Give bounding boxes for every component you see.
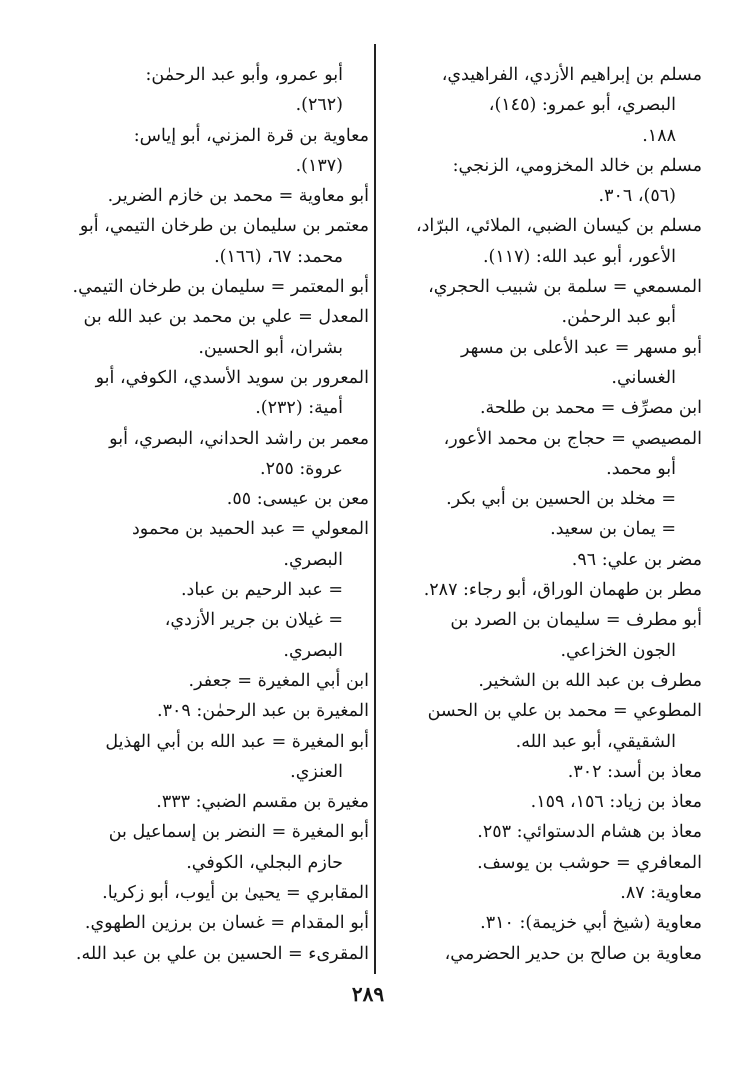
left-column xyxy=(51,60,369,969)
index-entry-line: المسمعي = سلمة بن شبيب الحجري، xyxy=(428,277,702,298)
index-entry-line: المقرىء = الحسين بن علي بن عبد الله. xyxy=(75,943,369,964)
right-column xyxy=(384,60,702,969)
index-entry-line: معاذ بن زياد: ١٥٦، ١٥٩. xyxy=(530,792,702,813)
page-number: ٢٨٩ xyxy=(351,982,385,1006)
index-entry-line: = يمان بن سعيد. xyxy=(550,519,676,540)
index-entry-line: المعرور بن سويد الأسدي، الكوفي، أبو xyxy=(95,367,369,388)
index-entry-line: مغيرة بن مقسم الضبي: ٣٣٣. xyxy=(156,792,369,813)
index-entry-line: بشران، أبو الحسين. xyxy=(198,337,343,358)
index-entry-line: أبو عمرو، وأبو عبد الرحمٰن: xyxy=(145,65,343,85)
index-entry-line: المقابري = يحيىٰ بن أيوب، أبو زكريا. xyxy=(102,883,369,904)
index-entry-line: = غيلان بن جرير الأزدي، xyxy=(164,610,343,631)
index-entry-line: البصري. xyxy=(283,640,343,661)
index-entry-line: (١٣٧). xyxy=(295,155,343,176)
index-entry-line: أبو مطرف = سليمان بن الصرد بن xyxy=(450,610,702,631)
index-entry-line: أبو المغيرة = عبد الله بن أبي الهذيل xyxy=(105,731,369,752)
index-entry-line: أبو المغيرة = النضر بن إسماعيل بن xyxy=(108,822,369,843)
index-entry-line: معاذ بن هشام الدستوائي: ٢٥٣. xyxy=(477,822,702,843)
index-entry-line: المطوعي = محمد بن علي بن الحسن xyxy=(427,701,702,722)
index-entry-line: العنزي. xyxy=(290,761,343,782)
index-entry-line: مسلم بن خالد المخزومي، الزنجي: xyxy=(452,155,702,176)
index-entry-line: ابن مصرِّف = محمد بن طلحة. xyxy=(479,398,702,419)
index-entry-line: معتمر بن سليمان بن طرخان التيمي، أبو xyxy=(79,216,369,237)
index-entry-line: معاوية: ٨٧. xyxy=(620,883,702,904)
index-entry-line: أبو مسهر = عبد الأعلى بن مسهر xyxy=(461,337,702,358)
index-entry-line: الشقيقي، أبو عبد الله. xyxy=(515,731,676,752)
index-entry-line: محمد: ٦٧، (١٦٦). xyxy=(214,246,343,267)
index-entry-line: أبو معاوية = محمد بن خازم الضرير. xyxy=(107,186,369,207)
index-entry-line: أبو المعتمر = سليمان بن طرخان التيمي. xyxy=(72,277,369,298)
index-entry-line: = مخلد بن الحسين بن أبي بكر. xyxy=(446,489,676,510)
index-entry-line: مسلم بن إبراهيم الأزدي، الفراهيدي، xyxy=(441,65,702,85)
index-entry-line: أبو عبد الرحمٰن. xyxy=(561,307,676,328)
index-entry-line: معاوية (شيخ أبي خزيمة): ٣١٠. xyxy=(480,913,702,934)
index-entry-line: ابن أبي المغيرة = جعفر. xyxy=(188,670,369,691)
index-entry-line: ١٨٨. xyxy=(642,125,676,146)
index-entry-line: مضر بن علي: ٩٦. xyxy=(571,549,702,570)
index-entry-line: معاذ بن أسد: ٣٠٢. xyxy=(567,761,702,782)
index-entry-line: المعدل = علي بن محمد بن عبد الله بن xyxy=(83,307,369,328)
index-entry-line: عروة: ٢٥٥. xyxy=(260,458,343,479)
index-entry-line: معن بن عيسى: ٥٥. xyxy=(226,489,369,510)
index-entry-line: معاوية بن صالح بن حدير الحضرمي، xyxy=(444,943,702,964)
index-entry-line: المعافري = حوشب بن يوسف. xyxy=(477,852,702,873)
index-entry-line: مطرف بن عبد الله بن الشخير. xyxy=(478,670,702,691)
index-entry-line: أبو المقدام = غسان بن برزين الطهوي. xyxy=(84,913,369,934)
index-entry-line: المعولي = عبد الحميد بن محمود xyxy=(132,519,369,540)
index-entry-line: أمية: (٢٣٢). xyxy=(255,398,343,419)
index-entry-line: الأعور، أبو عبد الله: (١١٧). xyxy=(482,246,676,267)
index-entry-line: الجون الخزاعي. xyxy=(560,640,676,661)
index-entry-line: الغساني. xyxy=(611,367,676,388)
index-entry-line: (٥٦)، ٣٠٦. xyxy=(598,186,676,207)
index-entry-line: مطر بن طهمان الوراق، أبو رجاء: ٢٨٧. xyxy=(423,580,702,601)
index-entry-line: معمر بن راشد الحداني، البصري، أبو xyxy=(109,428,369,449)
index-entry-line: = عبد الرحيم بن عباد. xyxy=(180,580,343,601)
index-entry-line: حازم البجلي، الكوفي. xyxy=(186,852,343,873)
index-entry-line: المصيصي = حجاج بن محمد الأعور، xyxy=(443,428,702,449)
index-entry-line: معاوية بن قرة المزني، أبو إياس: xyxy=(133,125,369,146)
index-entry-line: (٢٦٢). xyxy=(295,95,343,116)
index-entry-line: المغيرة بن عبد الرحمٰن: ٣٠٩. xyxy=(157,701,369,722)
index-entry-line: البصري. xyxy=(283,549,343,570)
index-entry-line: البصري، أبو عمرو: (١٤٥)، xyxy=(488,95,676,116)
index-entry-line: مسلم بن كيسان الضبي، الملائي، البرّاد، xyxy=(415,216,702,237)
column-divider xyxy=(374,44,376,974)
index-entry-line: أبو محمد. xyxy=(606,458,676,479)
